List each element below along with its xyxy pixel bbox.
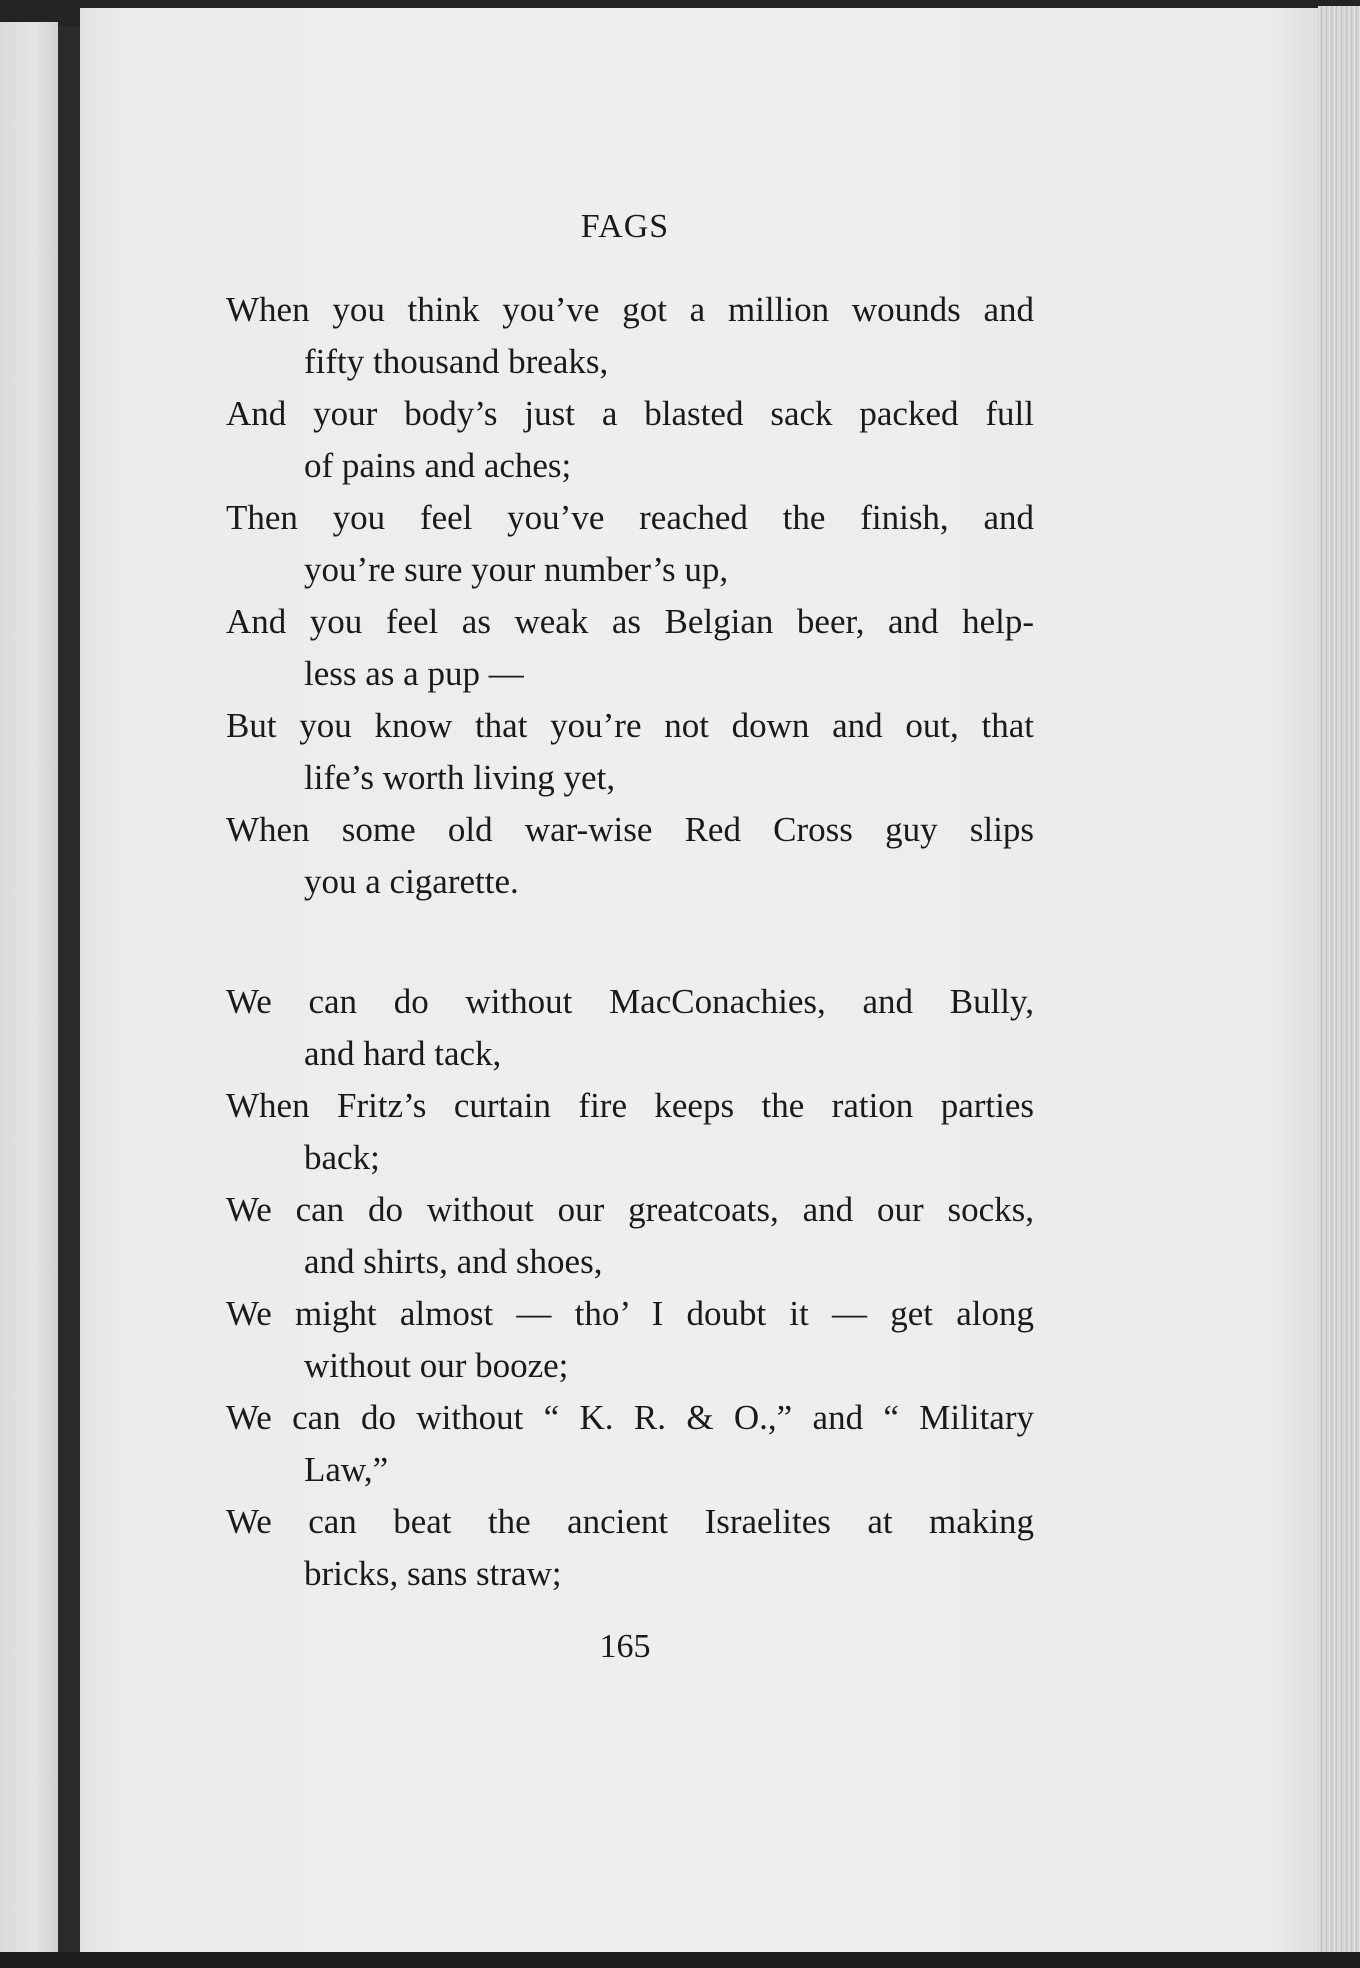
verse-line: We can do without MacConachies, and Bully,	[226, 982, 1034, 1021]
verse-line: We might almost — tho’ I doubt it — get along	[226, 1294, 1034, 1333]
verse-line: We can beat the ancient Israelites at making	[226, 1502, 1034, 1541]
verse-line-continuation: without our booze;	[304, 1346, 569, 1385]
verse	[226, 596, 1034, 700]
verse	[226, 1080, 1034, 1184]
stanza-1	[226, 284, 1034, 908]
verse-line: We can do without “ K. R. & O.,” and “ Military	[226, 1398, 1034, 1437]
verse-line: And you feel as weak as Belgian beer, and help-	[226, 602, 1034, 641]
page-number: 165	[599, 1628, 651, 1665]
verse	[226, 1288, 1034, 1392]
verse-line-continuation: Law,”	[304, 1450, 389, 1489]
verse-line-continuation: and shirts, and shoes,	[304, 1242, 603, 1281]
verse	[226, 284, 1034, 388]
verse	[226, 492, 1034, 596]
verse-line: When some old war-wise Red Cross guy slips	[226, 810, 1034, 849]
verse-line: When you think you’ve got a million wounds and	[226, 290, 1034, 329]
verse	[226, 804, 1034, 908]
verse-line-continuation: you a cigarette.	[304, 862, 519, 901]
verse-line-continuation: back;	[304, 1138, 380, 1177]
verse-line: But you know that you’re not down and out, that	[226, 706, 1034, 745]
verse	[226, 1184, 1034, 1288]
poem-title: FAGS	[580, 208, 670, 245]
verse-line-continuation: bricks, sans straw;	[304, 1554, 562, 1593]
verse-line: Then you feel you’ve reached the finish, and	[226, 498, 1034, 537]
verse-line: We can do without our greatcoats, and our socks,	[226, 1190, 1034, 1229]
book-gutter	[58, 26, 80, 1956]
verse-line: When Fritz’s curtain fire keeps the ration parties	[226, 1086, 1034, 1125]
verse	[226, 388, 1034, 492]
verse	[226, 1496, 1034, 1600]
verse-line-continuation: you’re sure your number’s up,	[304, 550, 729, 589]
verse-line-continuation: life’s worth living yet,	[304, 758, 616, 797]
facing-page-edge	[0, 22, 58, 1962]
poem-body	[226, 284, 1034, 1600]
verse	[226, 976, 1034, 1080]
verse-line-continuation: fifty thousand breaks,	[304, 342, 609, 381]
stanza-2	[226, 976, 1034, 1600]
verse-line-continuation: less as a pup —	[304, 654, 524, 693]
page-stack-edges	[1318, 6, 1360, 1954]
verse-line-continuation: and hard tack,	[304, 1034, 502, 1073]
verse	[226, 1392, 1034, 1496]
verse-line: And your body’s just a blasted sack packed full	[226, 394, 1034, 433]
scan-bottom-border	[0, 1952, 1360, 1968]
verse	[226, 700, 1034, 804]
verse-line-continuation: of pains and aches;	[304, 446, 572, 485]
